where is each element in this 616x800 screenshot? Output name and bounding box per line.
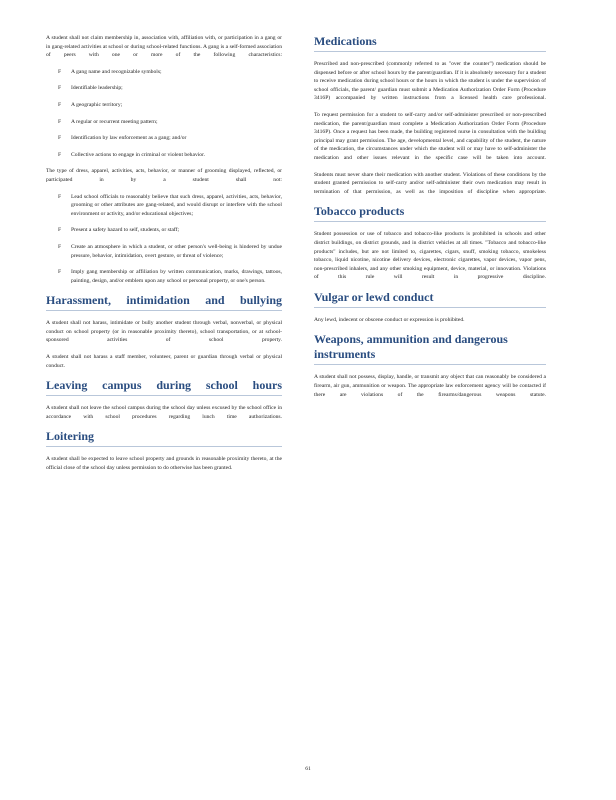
list-item: F Lead school officials to reasonably believe that such dress, apparel, activities, acts, behavior, grooming or other attributes are gang-related, and would disrupt or interfere with the school environment or activity, and/or educational objectives; bbox=[58, 193, 282, 217]
list-item: F Present a safety hazard to self, students, or staff; bbox=[58, 227, 180, 234]
bullet-icon: F bbox=[58, 227, 62, 234]
section-heading-harassment: Harassment, intimidation and bullying bbox=[46, 293, 282, 311]
medications-paragraph-1: Prescribed and non-prescribed (commonly referred to as "over the counter") medication should be dispensed before or after school hours by the parent/guardian. If it is absolutely necessary for a student to receive medication during school hours or the hours in which the student is under the supervision of school officials, the parent/ guardian must submit a Medication Authorization Order Form (Procedure 3416P) accompanied by written instructions from a licensed health care professional. bbox=[314, 61, 546, 102]
harassment-paragraph-1: A student shall not harass, intimidate or bully another student through verbal, nonverbal, or physical conduct on school property (or in reasonable proximity thereto), school transportation, or at school-sponsored activities of school property. bbox=[46, 320, 282, 344]
medications-paragraph-3: Students must never share their medication with another student. Violations of these conditions by the student granted permission to self-carry and/or self-administer their own medication may result in termination of that permission, as well as the imposition of discipline when appropriate. bbox=[314, 171, 546, 195]
harassment-paragraph-2: A student shall not harass a staff member, volunteer, parent or guardian through verbal or physical conduct. bbox=[46, 354, 282, 369]
bullet-icon: F bbox=[58, 193, 62, 200]
bullet-icon: F bbox=[58, 118, 62, 125]
section-heading-medications: Medications bbox=[314, 34, 546, 52]
list-item: F Imply gang membership or affiliation by written communication, marks, drawings, tattoos, painting, design, and/or emblem upon any school or personal property, or one's person. bbox=[58, 269, 282, 284]
list-item: F Create an atmosphere in which a student, or other person's well-being is hindered by undue pressure, behavior, intimidation, overt gesture, or threat of violence; bbox=[58, 243, 282, 259]
right-column bbox=[314, 34, 546, 407]
page-number: 61 bbox=[305, 766, 311, 772]
list-item: F A regular or recurrent meeting pattern; bbox=[58, 118, 158, 125]
bullet-icon: F bbox=[58, 269, 62, 276]
dress-intro: The type of dress, apparel, activities, acts, behavior, or manner of grooming displayed, reflected, or participated in by a student shall not: bbox=[46, 168, 282, 183]
dress-rules-list bbox=[46, 193, 282, 286]
tobacco-paragraph: Student possession or use of tobacco and tobacco-like products is prohibited in schools and other district buildings, on district grounds, and in district vehicles at all times. "Tobacco and tobacco-like products" includes, but are not limited to, cigarettes, cigars, snuff, smoking tobacco, smokeless tobacco, liquid nicotine, nicotine delivery devices, electronic cigarettes, vapor devices, vapor pens, non-prescribed inhalers, and any other smoking equipment, device, material, or innovation. Violations of this rule will result in progressive discipline. bbox=[314, 231, 546, 281]
bullet-icon: F bbox=[58, 85, 62, 92]
gang-traits-list bbox=[46, 68, 282, 160]
gang-intro: A student shall not claim membership in, association with, affiliation with, or participation in a gang or in gang-related activities at school or during school-related functions. A gang is a self-formed association of peers with one or more of the following characteristics: bbox=[46, 35, 282, 59]
bullet-icon: F bbox=[58, 243, 62, 250]
bullet-icon: F bbox=[58, 151, 62, 158]
bullet-icon: F bbox=[58, 68, 62, 75]
vulgar-paragraph: Any lewd, indecent or obscene conduct or expression is prohibited. bbox=[314, 316, 465, 323]
list-item: F Collective actions to engage in criminal or violent behavior. bbox=[58, 151, 206, 158]
list-item: F A geographic territory; bbox=[58, 101, 123, 108]
section-heading-vulgar: Vulgar or lewd conduct bbox=[314, 290, 546, 308]
bullet-icon: F bbox=[58, 135, 62, 142]
section-heading-leaving-campus: Leaving campus during school hours bbox=[46, 378, 282, 396]
left-column bbox=[46, 34, 282, 481]
list-item: F Identification by law enforcement as a gang; and/or bbox=[58, 135, 187, 142]
section-heading-weapons: Weapons, ammunition and dangerous instruments bbox=[314, 332, 546, 365]
list-item: F A gang name and recognizable symbols; bbox=[58, 68, 162, 75]
bullet-icon: F bbox=[58, 101, 62, 108]
section-heading-tobacco: Tobacco products bbox=[314, 204, 546, 222]
leaving-campus-paragraph: A student shall not leave the school campus during the school day unless excused by the school office in accordance with school procedures regarding lunch time authorizations. bbox=[46, 405, 282, 420]
medications-paragraph-2: To request permission for a student to self-carry and/or self-administer prescribed or non-prescribed medication, the parent/guardian must complete a Medication Authorization Order Form (Procedure 3416P). Once a request has been made, the building registered nurse in consultation with the building principal may grant permission. The age, developmental level, and capability of the student, the nature of the medication, the circumstances under which the student will or may have to self-administer the medication and other issues relevant in the specific case will be taken into account. bbox=[314, 111, 546, 161]
section-heading-loitering: Loitering bbox=[46, 429, 282, 447]
weapons-paragraph: A student shall not possess, display, handle, or transmit any object that can reasonably be considered a firearm, air gun, ammunition or weapon. The appropriate law enforcement agency will be contacted if there are violations of the firearms/dangerous weapons statute. bbox=[314, 374, 546, 398]
list-item: F Identifiable leadership; bbox=[58, 85, 123, 92]
loitering-paragraph: A student shall be expected to leave school property and grounds in reasonable proximity thereto, at the official close of the school day unless permission to do otherwise has been granted. bbox=[46, 456, 282, 472]
